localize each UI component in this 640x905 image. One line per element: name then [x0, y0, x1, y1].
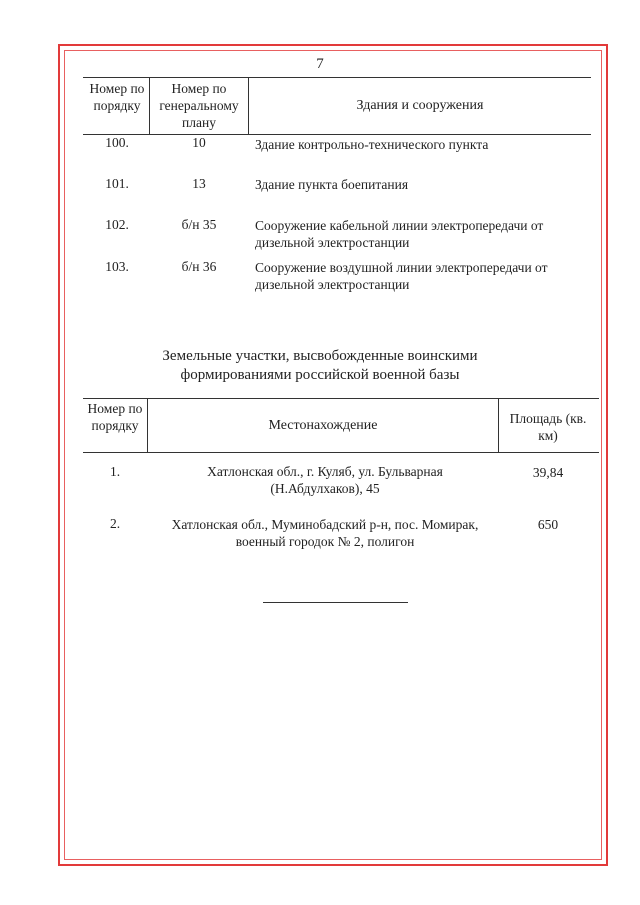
row-number: 102.	[105, 217, 129, 232]
row-building-name: Сооружение воздушной линии электропередачи от дизельной электростанции	[255, 260, 548, 292]
row-plan-number: б/н 35	[181, 217, 217, 232]
table1-col-divider	[248, 77, 249, 134]
row-number: 2.	[109, 516, 121, 531]
section-heading: Земельные участки, высвобожденные воинскими формированиями российской военной базы	[162, 348, 478, 383]
table1-top-rule	[83, 77, 591, 78]
page-number: 7	[316, 56, 324, 72]
table1-header-plan-number: Номер по генеральному плану	[159, 81, 239, 130]
table1-header-number: Номер по порядку	[89, 81, 145, 113]
row-plan-number: 10	[192, 135, 206, 150]
table1-col-divider	[149, 77, 150, 134]
row-number: 1.	[109, 464, 121, 479]
closing-rule	[263, 602, 408, 603]
row-location: Хатлонская обл., г. Куляб, ул. Бульварная (Н.Абдулхаков), 45	[207, 464, 443, 496]
row-area: 650	[537, 517, 559, 532]
row-plan-number: б/н 36	[181, 259, 217, 274]
row-number: 101.	[105, 176, 129, 191]
row-area: 39,84	[532, 465, 564, 480]
table2-col-divider	[147, 398, 148, 452]
table2-header-number: Номер по порядку	[87, 401, 143, 433]
page-border-inner	[64, 50, 602, 860]
row-number: 103.	[105, 259, 129, 274]
row-building-name: Сооружение кабельной линии электропередачи от дизельной электростанции	[255, 218, 544, 250]
table2-header-area: Площадь (кв. км)	[509, 411, 587, 443]
row-building-name: Здание пункта боепитания	[255, 177, 409, 192]
table1-header-buildings: Здания и сооружения	[356, 98, 484, 113]
table2-col-divider	[498, 398, 499, 452]
table2-header-rule	[83, 452, 599, 453]
table2-top-rule	[83, 398, 599, 399]
row-plan-number: 13	[192, 176, 206, 191]
row-location: Хатлонская обл., Муминобадский р-н, пос. Момирак, военный городок № 2, полигон	[171, 517, 479, 549]
row-building-name: Здание контрольно-технического пункта	[255, 137, 489, 152]
table2-header-location: Местонахождение	[268, 418, 378, 433]
row-number: 100.	[105, 135, 129, 150]
